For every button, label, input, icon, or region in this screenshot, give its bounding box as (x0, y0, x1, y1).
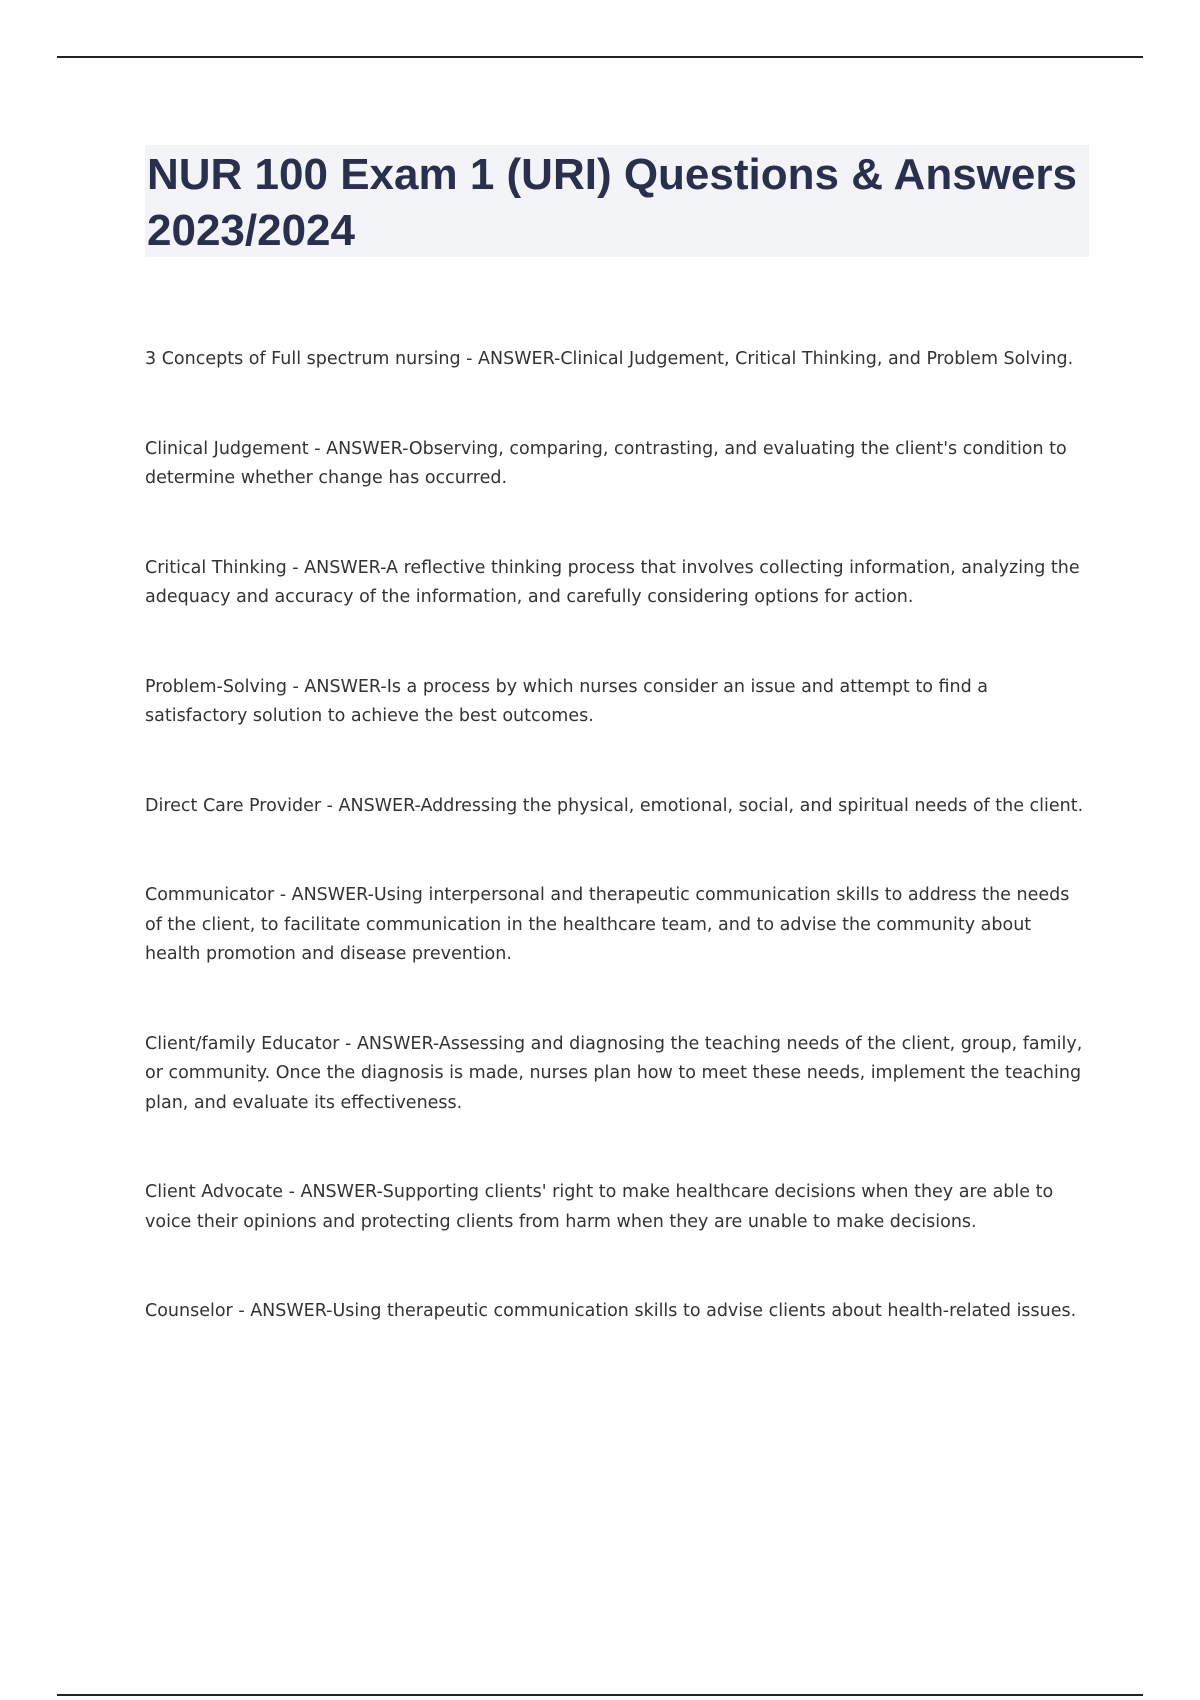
qa-item-counselor: Counselor - ANSWER-Using therapeutic communication skills to advise clients about health-related issues. (145, 1301, 1077, 1321)
qa-item-client-advocate: Client Advocate - ANSWER-Supporting clients' right to make healthcare decisions when they are able to voice their opinions and protecting clients from harm when they are unable to make decisions. (145, 1182, 1054, 1232)
qa-item-client-family-educator: Client/family Educator - ANSWER-Assessing and diagnosing the teaching needs of the client, group, family, or community. Once the diagnosis is made, nurses plan how to meet these needs, implement the teaching plan, and evaluate its effectiveness. (145, 1033, 1083, 1113)
bottom-rule (57, 1694, 1143, 1696)
top-rule (57, 56, 1143, 58)
qa-item-communicator: Communicator - ANSWER-Using interpersonal and therapeutic communication skills to address the needs of the client, to facilitate communication in the healthcare team, and to advise the community about health promotion and disease prevention. (145, 885, 1070, 964)
qa-item-critical-thinking: Critical Thinking - ANSWER-A reflective thinking process that involves collecting information, analyzing the adequacy and accuracy of the information, and carefully considering options for action. (145, 557, 1080, 607)
page-title: NUR 100 Exam 1 (URI) Questions & Answers 2023/2024 (147, 150, 1077, 255)
qa-item-full-spectrum-nursing: 3 Concepts of Full spectrum nursing - ANSWER-Clinical Judgement, Critical Thinking, and Problem Solving. (145, 349, 1074, 369)
qa-item-clinical-judgement: Clinical Judgement - ANSWER-Observing, comparing, contrasting, and evaluating the client's condition to determine whether change has occurred. (145, 438, 1067, 488)
qa-item-direct-care-provider: Direct Care Provider - ANSWER-Addressing the physical, emotional, social, and spiritual needs of the client. (145, 795, 1084, 816)
title-block (145, 145, 1089, 257)
qa-item-problem-solving: Problem-Solving - ANSWER-Is a process by which nurses consider an issue and attempt to find a satisfactory solution to achieve the best outcomes. (145, 676, 988, 726)
qa-list (145, 345, 1090, 1327)
